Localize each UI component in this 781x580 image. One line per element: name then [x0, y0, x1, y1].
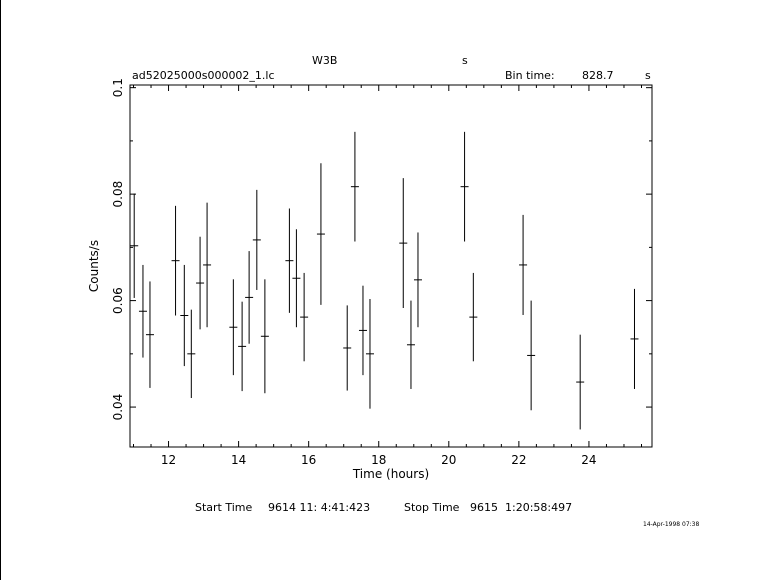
- data-point: [407, 301, 415, 389]
- filename-label: ad52025000s000002_1.lc: [132, 69, 275, 82]
- stop-time-label: Stop Time: [404, 501, 460, 514]
- start-time-label: Start Time: [195, 501, 253, 514]
- units-top-label: s: [462, 54, 468, 67]
- bin-time-units: s: [645, 69, 651, 82]
- data-point: [300, 273, 308, 361]
- data-point: [187, 310, 195, 398]
- y-tick-label: 0.06: [111, 287, 125, 314]
- data-point: [469, 273, 477, 361]
- data-point: [203, 203, 211, 328]
- data-point: [343, 305, 351, 390]
- data-point: [414, 232, 422, 327]
- data-point: [351, 132, 359, 242]
- data-point: [253, 190, 261, 290]
- bin-time-value: 828.7: [582, 69, 614, 82]
- x-tick-label: 22: [511, 453, 527, 467]
- print-timestamp: 14-Apr-1998 07:38: [643, 521, 700, 528]
- data-points: [130, 132, 638, 430]
- data-point: [180, 265, 188, 366]
- data-point: [285, 209, 293, 313]
- instrument-label: W3B: [312, 54, 338, 67]
- data-point: [519, 215, 527, 315]
- data-point: [196, 237, 204, 330]
- x-axis-label: Time (hours): [352, 467, 430, 481]
- y-tick-label: 0.1: [111, 78, 125, 98]
- data-point: [359, 286, 367, 375]
- data-point: [229, 279, 237, 375]
- y-tick-label: 0.04: [111, 393, 125, 421]
- x-tick-label: 20: [441, 453, 457, 467]
- data-point: [576, 335, 584, 430]
- x-tick-label: 14: [230, 453, 247, 467]
- data-point: [130, 194, 138, 298]
- data-point: [461, 132, 469, 242]
- axis-ticks: [111, 78, 652, 467]
- data-point: [139, 265, 147, 358]
- data-point: [317, 163, 325, 305]
- y-tick-label: 0.08: [111, 180, 125, 208]
- data-point: [245, 251, 253, 344]
- data-point: [399, 178, 407, 308]
- bin-time-label: Bin time:: [505, 69, 555, 82]
- data-point: [261, 279, 269, 393]
- x-tick-label: 18: [371, 453, 387, 467]
- data-point: [630, 289, 638, 389]
- plot-frame: [130, 85, 652, 447]
- x-tick-label: 24: [581, 453, 597, 467]
- stop-time-value: 9615 1:20:58:497: [470, 501, 573, 514]
- y-axis-label: Counts/s: [87, 239, 101, 293]
- data-point: [238, 302, 246, 391]
- data-point: [292, 229, 300, 327]
- start-time-value: 9614 11: 4:41:423: [268, 501, 371, 514]
- x-tick-label: 12: [160, 453, 177, 467]
- data-point: [366, 299, 374, 409]
- x-tick-label: 16: [301, 453, 317, 467]
- data-point: [527, 301, 535, 411]
- data-point: [172, 206, 180, 316]
- data-point: [146, 281, 154, 387]
